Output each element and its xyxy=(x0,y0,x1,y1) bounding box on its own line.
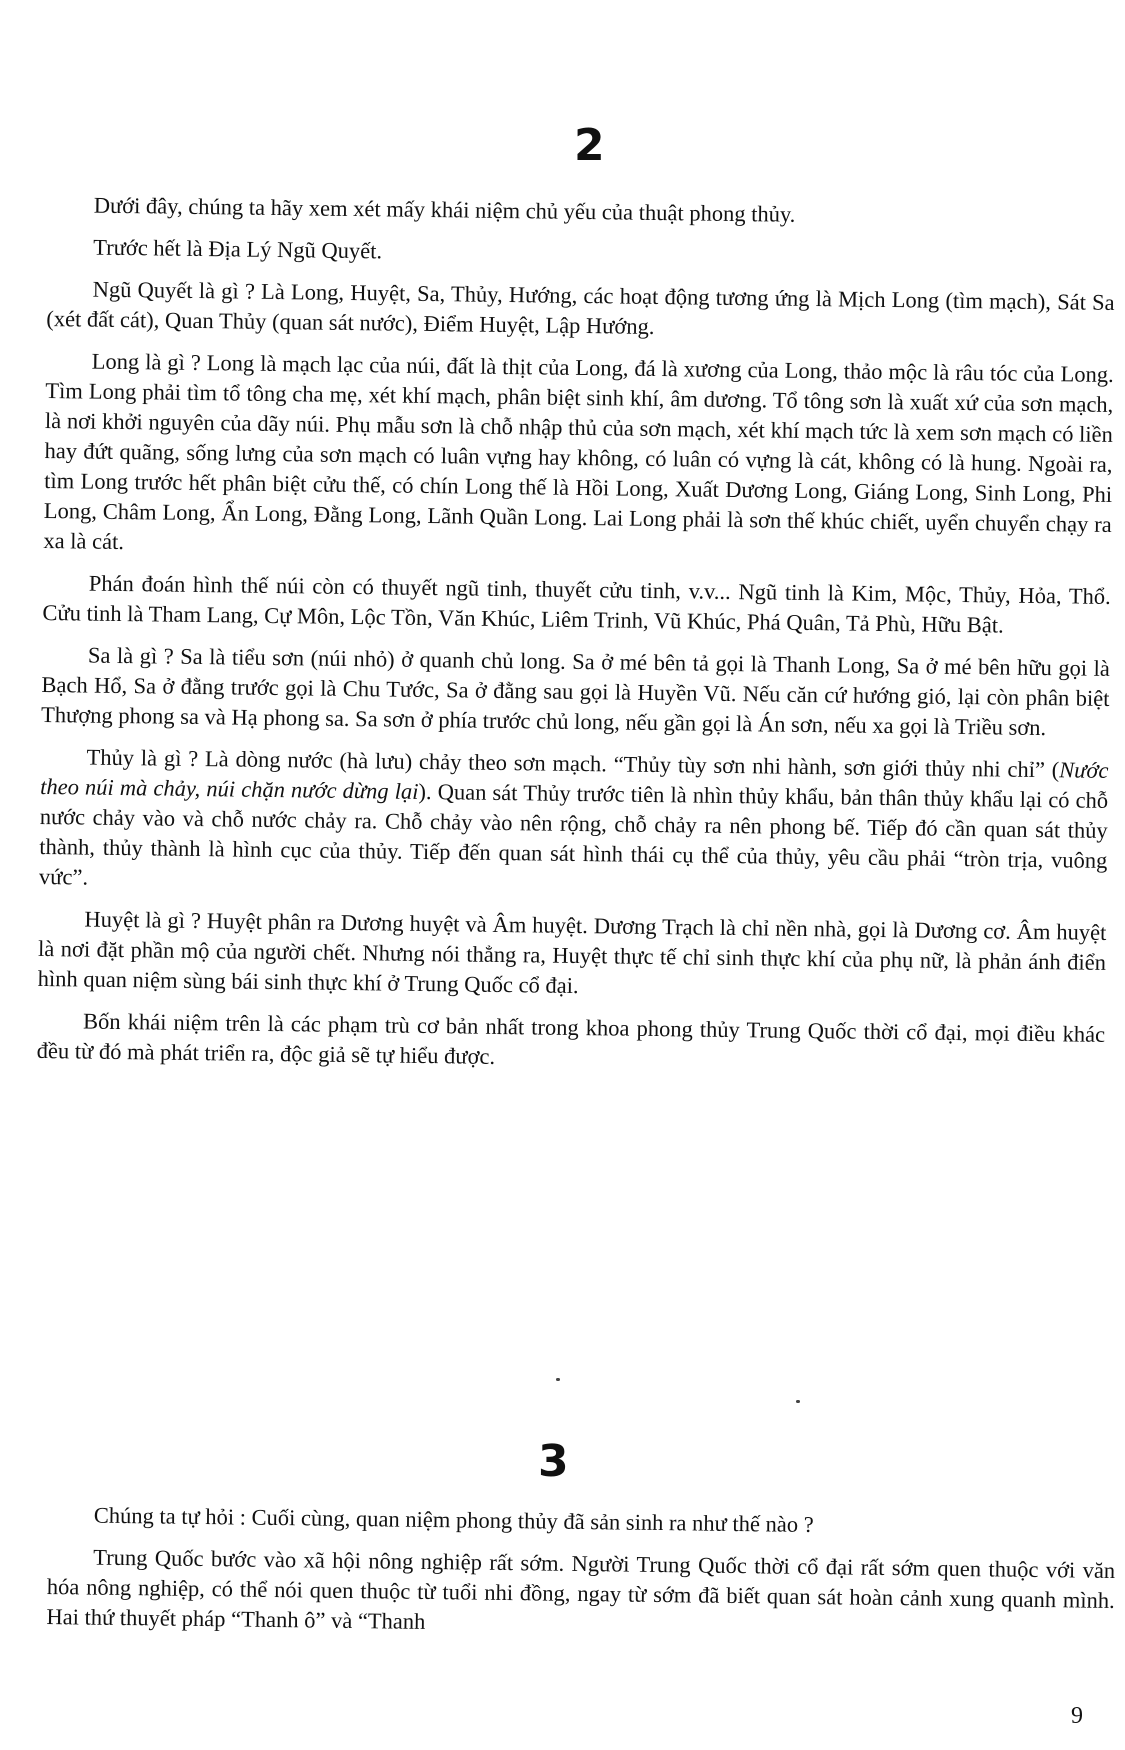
italic-translation: Nước theo núi mà chảy, núi chặn nước dừng lại xyxy=(40,757,1109,804)
paragraph-text: ). Quan sát Thủy trước tiên là nhìn thủy khẩu, bản thân thủy khẩu lại có chỗ nước chảy vào và chỗ nước chảy ra. Chỗ chảy vào nên rộng, chỗ chảy ra nên phong bế. Tiếp đó cần quan sát thủy thành, thủy thành là hình cục của thủy. Tiếp đến quan sát hình thái cụ thể của thủy, yêu cầu phải “tròn trịa, vuông vức”. xyxy=(38,778,1109,890)
paragraph-thuy xyxy=(39,742,1109,906)
paragraph: Ngũ Quyết là gì ? Là Long, Huyệt, Sa, Thủy, Hướng, các hoạt động tương ứng là Mịch Long (tìm mạch), Sát Sa (xét đất cát), Quan Thủy (quan sát nước), Điểm Huyệt, Lập Hướng. xyxy=(46,276,1115,339)
page-number: 9 xyxy=(1071,1703,1083,1729)
paragraph: Phán đoán hình thế núi còn có thuyết ngũ tinh, thuyết cửu tinh, v.v... Ngũ tinh là Kim, Mộc, Thủy, Hỏa, Thổ. Cửu tinh là Tham Lang, Cự Môn, Lộc Tồn, Văn Khúc, Liêm Trinh, Vũ Khúc, Phá Quân, Tả Phù, Hữu Bật. xyxy=(42,570,1111,638)
paragraph: Trung Quốc bước vào xã hội nông nghiệp rất sớm. Người Trung Quốc thời cổ đại rất sớm quen thuộc với văn hóa nông nghiệp, có thể nói quen thuộc từ tuổi nhi đồng, ngay từ sớm đã biết quan sát hoàn cảnh xung quanh mình. Hai thứ thuyết pháp “Thanh ô” và “Thanh xyxy=(46,1544,1116,1634)
paragraph: Dưới đây, chúng ta hãy xem xét mấy khái niệm chủ yếu của thuật phong thủy. xyxy=(93,192,796,227)
scan-speck xyxy=(556,1378,560,1381)
section-2-body xyxy=(36,190,1116,1092)
section-3-body xyxy=(46,1500,1116,1658)
paragraph: Long là gì ? Long là mạch lạc của núi, đất là thịt của Long, đá là xương của Long, thảo mộc là râu tóc của Long. Tìm Long phải tìm tổ tông cha mẹ, xét khí mạch, phân biệt sinh khí, âm dương. Tổ tông sơn là xuất xứ của sơn mạch, là nơi khởi nguyên của dãy núi. Phụ mẫu sơn là chỗ nhập thủ của sơn mạch, xét khí mạch tức là xem sơn mạch có liền hay đứt quãng, sống lưng của sơn mạch có luân vựng hay không, có luân có vựng là cát, không có là hung. Ngoài ra, tìm Long trước hết phân biệt cửu thế, có chín Long thế là Hồi Long, Xuất Dương Long, Giáng Long, Sinh Long, Phi Long, Châm Long, Ẩn Long, Đằng Long, Lãnh Quần Long. Lai Long phải là sơn thế khúc chiết, uyển chuyển chạy ra xa là cát. xyxy=(43,348,1114,555)
paragraph: Sa là gì ? Sa là tiểu sơn (núi nhỏ) ở quanh chủ long. Sa ở mé bên tả gọi là Thanh Long, Sa ở mé bên hữu gọi là Bạch Hổ, Sa ở đằng trước gọi là Chu Tước, Sa ở đằng sau gọi là Huyền Vũ. Nếu căn cứ hướng gió, lại còn phân biệt Thượng phong sa và Hạ phong sa. Sa sơn ở phía trước chủ long, nếu gần gọi là Án sơn, nếu xa gọi là Triều sơn. xyxy=(40,642,1110,741)
paragraph: Huyệt là gì ? Huyệt phân ra Dương huyệt và Âm huyệt. Dương Trạch là chỉ nền nhà, gọi là Dương cơ. Âm huyệt là nơi đặt phần mộ của người chết. Nhưng nói thẳng ra, Huyệt thực tế chỉ sinh thực khí của phụ nữ, là phản ánh điển hình quan niệm sùng bái sinh thực khí ở Trung Quốc cổ đại. xyxy=(37,906,1107,999)
paragraph-text: Thủy là gì ? Là dòng nước (hà lưu) chảy theo sơn mạch. “Thủy tùy sơn nhi hành, sơn giới thủy nhi chỉ” ( xyxy=(86,744,1060,783)
paragraph: Bốn khái niệm trên là các phạm trù cơ bản nhất trong khoa phong thủy Trung Quốc thời cổ đại, mọi điều khác đều từ đó mà phát triển ra, độc giả sẽ tự hiểu được. xyxy=(36,1008,1106,1069)
paragraph: Trước hết là Địa Lý Ngũ Quyết. xyxy=(93,234,383,264)
section-number: 2 xyxy=(574,120,605,171)
scan-speck xyxy=(796,1400,800,1403)
section-number: 3 xyxy=(538,1436,569,1487)
paragraph: Chúng ta tự hỏi : Cuối cùng, quan niệm phong thủy đã sản sinh ra như thế nào ? xyxy=(93,1502,814,1538)
